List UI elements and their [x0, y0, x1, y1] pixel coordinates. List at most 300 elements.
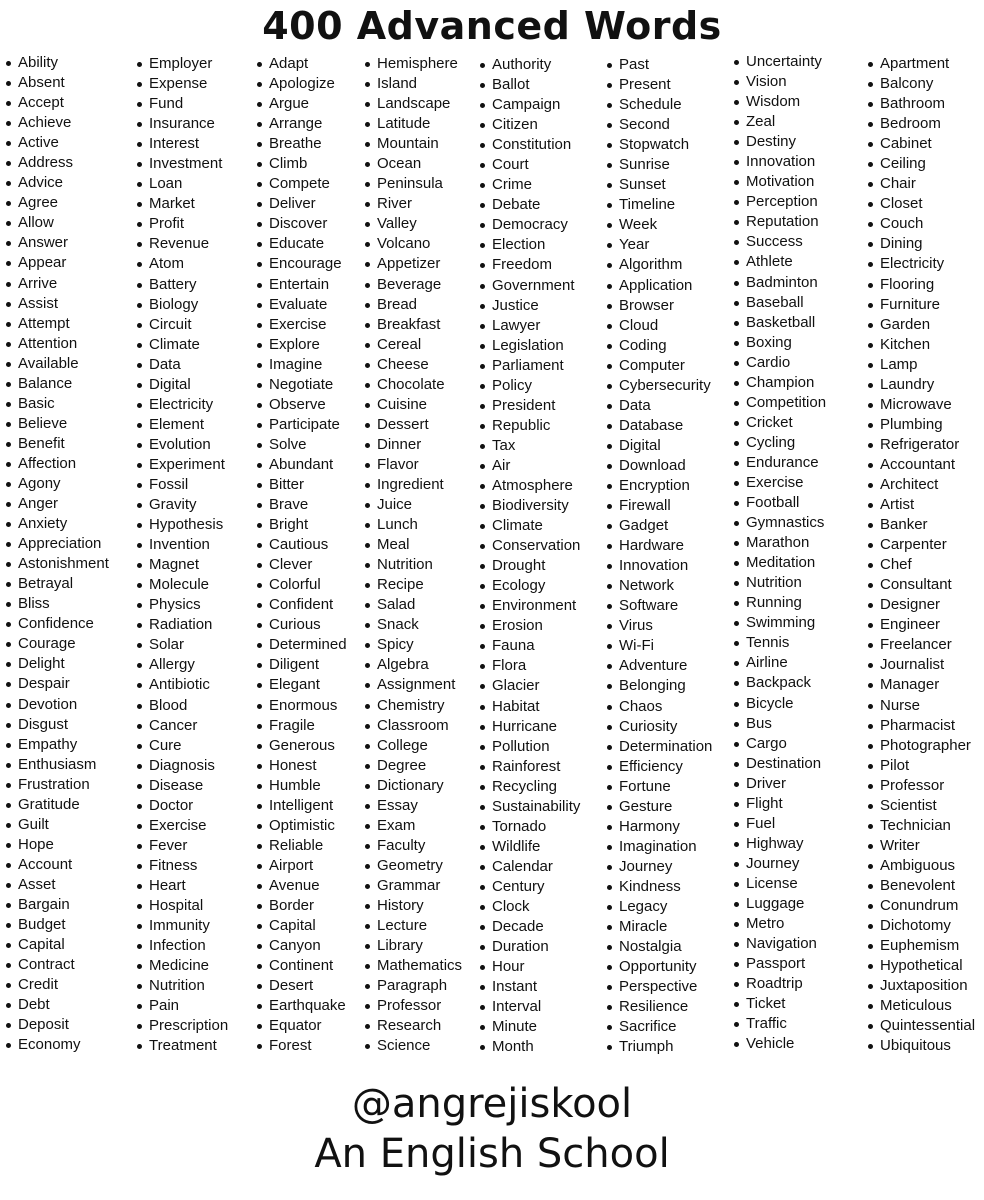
word-item: Clever — [256, 555, 347, 575]
word-item: Refrigerator — [867, 435, 975, 455]
word-item: Virus — [606, 616, 712, 636]
word-item: Nurse — [867, 696, 975, 716]
word-item: Diligent — [256, 655, 347, 675]
word-item: Basic — [5, 394, 109, 414]
word-item: Adventure — [606, 656, 712, 676]
word-item: Pain — [136, 996, 228, 1016]
word-item: Freedom — [479, 255, 580, 275]
word-item: Explore — [256, 335, 347, 355]
word-item: Address — [5, 153, 109, 173]
word-item: Hemisphere — [364, 54, 462, 74]
word-item: Perception — [733, 192, 826, 212]
word-item: Network — [606, 576, 712, 596]
word-item: Environment — [479, 596, 580, 616]
word-column-1 — [5, 53, 109, 1055]
word-item: Garden — [867, 315, 975, 335]
word-item: Intelligent — [256, 796, 347, 816]
word-item: Snack — [364, 615, 462, 635]
word-item: Advice — [5, 173, 109, 193]
word-item: Perspective — [606, 977, 712, 997]
word-item: Elegant — [256, 675, 347, 695]
word-item: Journalist — [867, 655, 975, 675]
word-item: Metro — [733, 914, 826, 934]
word-item: Meticulous — [867, 996, 975, 1016]
word-item: Evolution — [136, 435, 228, 455]
word-item: Salad — [364, 595, 462, 615]
word-item: Recipe — [364, 575, 462, 595]
word-item: Recycling — [479, 777, 580, 797]
word-item: Scientist — [867, 796, 975, 816]
word-item: Champion — [733, 373, 826, 393]
word-item: Journey — [733, 854, 826, 874]
page-title: 400 Advanced Words — [262, 4, 722, 48]
word-item: Asset — [5, 875, 109, 895]
word-item: Technician — [867, 816, 975, 836]
word-item: Prescription — [136, 1016, 228, 1036]
word-item: Resilience — [606, 997, 712, 1017]
word-item: Dinner — [364, 435, 462, 455]
word-item: Entertain — [256, 275, 347, 295]
word-item: Airport — [256, 856, 347, 876]
word-item: Encourage — [256, 254, 347, 274]
word-item: Anger — [5, 494, 109, 514]
word-item: Lunch — [364, 515, 462, 535]
word-item: Medicine — [136, 956, 228, 976]
word-item: Digital — [606, 436, 712, 456]
word-item: Arrive — [5, 274, 109, 294]
word-item: Insurance — [136, 114, 228, 134]
word-item: Economy — [5, 1035, 109, 1055]
word-item: Legacy — [606, 897, 712, 917]
word-item: Frustration — [5, 775, 109, 795]
word-item: Microwave — [867, 395, 975, 415]
word-item: Furniture — [867, 295, 975, 315]
word-item: Bliss — [5, 594, 109, 614]
word-item: Government — [479, 276, 580, 296]
word-item: Lawyer — [479, 316, 580, 336]
word-item: Election — [479, 235, 580, 255]
word-item: Chemistry — [364, 696, 462, 716]
word-item: Nutrition — [364, 555, 462, 575]
word-item: Solar — [136, 635, 228, 655]
word-item: Innovation — [733, 152, 826, 172]
word-item: Gymnastics — [733, 513, 826, 533]
word-item: Attention — [5, 334, 109, 354]
word-item: Bargain — [5, 895, 109, 915]
word-item: Hypothetical — [867, 956, 975, 976]
word-item: Reputation — [733, 212, 826, 232]
word-item: Exercise — [256, 315, 347, 335]
word-item: Habitat — [479, 697, 580, 717]
word-item: Kitchen — [867, 335, 975, 355]
word-item: Second — [606, 115, 712, 135]
word-item: President — [479, 396, 580, 416]
word-item: Century — [479, 877, 580, 897]
word-item: Classroom — [364, 716, 462, 736]
word-item: Paragraph — [364, 976, 462, 996]
word-item: Biology — [136, 295, 228, 315]
word-item: Hospital — [136, 896, 228, 916]
word-item: Coding — [606, 336, 712, 356]
word-column-8 — [867, 54, 975, 1056]
word-item: Bedroom — [867, 114, 975, 134]
word-item: Earthquake — [256, 996, 347, 1016]
word-item: Breakfast — [364, 315, 462, 335]
word-item: Passport — [733, 954, 826, 974]
word-column-7 — [733, 52, 826, 1054]
word-item: Airline — [733, 653, 826, 673]
word-item: Constitution — [479, 135, 580, 155]
word-item: Exercise — [733, 473, 826, 493]
word-item: Solve — [256, 435, 347, 455]
word-item: Curious — [256, 615, 347, 635]
word-item: Diagnosis — [136, 756, 228, 776]
word-item: Affection — [5, 454, 109, 474]
word-item: Stopwatch — [606, 135, 712, 155]
word-item: Revenue — [136, 234, 228, 254]
word-item: Ticket — [733, 994, 826, 1014]
word-item: Interest — [136, 134, 228, 154]
word-item: Treatment — [136, 1036, 228, 1056]
word-item: Determined — [256, 635, 347, 655]
word-item: Freelancer — [867, 635, 975, 655]
word-item: Faculty — [364, 836, 462, 856]
word-item: Erosion — [479, 616, 580, 636]
word-item: Policy — [479, 376, 580, 396]
word-item: Opportunity — [606, 957, 712, 977]
word-item: Invention — [136, 535, 228, 555]
word-item: Battery — [136, 275, 228, 295]
word-column-2 — [136, 54, 228, 1056]
word-item: Grammar — [364, 876, 462, 896]
word-item: Educate — [256, 234, 347, 254]
word-item: Spicy — [364, 635, 462, 655]
word-item: Adapt — [256, 54, 347, 74]
word-item: Zeal — [733, 112, 826, 132]
word-item: Disgust — [5, 715, 109, 735]
word-item: Infection — [136, 936, 228, 956]
word-item: Cuisine — [364, 395, 462, 415]
word-item: Devotion — [5, 695, 109, 715]
word-item: Island — [364, 74, 462, 94]
word-item: Courage — [5, 634, 109, 654]
word-item: Landscape — [364, 94, 462, 114]
word-item: Journey — [606, 857, 712, 877]
footer-handle: @angrejiskool — [351, 1081, 633, 1127]
word-item: Vehicle — [733, 1034, 826, 1054]
word-item: Blood — [136, 696, 228, 716]
word-item: Data — [136, 355, 228, 375]
word-item: Week — [606, 215, 712, 235]
word-item: Honest — [256, 756, 347, 776]
word-item: Atom — [136, 254, 228, 274]
word-item: Anxiety — [5, 514, 109, 534]
word-item: Month — [479, 1037, 580, 1057]
word-item: Optimistic — [256, 816, 347, 836]
word-item: Forest — [256, 1036, 347, 1056]
word-item: Accept — [5, 93, 109, 113]
word-item: Magnet — [136, 555, 228, 575]
word-item: Latitude — [364, 114, 462, 134]
word-item: Flight — [733, 794, 826, 814]
word-item: Enormous — [256, 696, 347, 716]
word-item: Kindness — [606, 877, 712, 897]
word-item: Credit — [5, 975, 109, 995]
word-item: Lamp — [867, 355, 975, 375]
word-item: Triumph — [606, 1037, 712, 1057]
word-item: Imagination — [606, 837, 712, 857]
word-item: Citizen — [479, 115, 580, 135]
word-item: Authority — [479, 55, 580, 75]
word-item: Vision — [733, 72, 826, 92]
word-item: Contract — [5, 955, 109, 975]
word-item: Physics — [136, 595, 228, 615]
word-item: Baseball — [733, 293, 826, 313]
word-item: Bicycle — [733, 694, 826, 714]
word-item: Rainforest — [479, 757, 580, 777]
word-item: Gesture — [606, 797, 712, 817]
word-item: Fitness — [136, 856, 228, 876]
word-item: Hypothesis — [136, 515, 228, 535]
word-item: Innovation — [606, 556, 712, 576]
word-item: Immunity — [136, 916, 228, 936]
word-item: Molecule — [136, 575, 228, 595]
word-item: Flavor — [364, 455, 462, 475]
word-item: Exam — [364, 816, 462, 836]
word-item: Fortune — [606, 777, 712, 797]
word-item: Carpenter — [867, 535, 975, 555]
word-item: Minute — [479, 1017, 580, 1037]
word-item: Ingredient — [364, 475, 462, 495]
word-item: Cybersecurity — [606, 376, 712, 396]
word-item: Enthusiasm — [5, 755, 109, 775]
word-item: Manager — [867, 675, 975, 695]
word-item: Laundry — [867, 375, 975, 395]
word-item: Fund — [136, 94, 228, 114]
word-item: Volcano — [364, 234, 462, 254]
word-column-3 — [256, 54, 347, 1056]
word-item: Continent — [256, 956, 347, 976]
word-item: Mountain — [364, 134, 462, 154]
word-item: Determination — [606, 737, 712, 757]
word-item: Desert — [256, 976, 347, 996]
word-item: Legislation — [479, 336, 580, 356]
word-item: Wi-Fi — [606, 636, 712, 656]
word-item: Loan — [136, 174, 228, 194]
word-item: Reliable — [256, 836, 347, 856]
footer-school-name: An English School — [314, 1131, 670, 1177]
word-item: Capital — [256, 916, 347, 936]
word-item: Heart — [136, 876, 228, 896]
word-item: Browser — [606, 296, 712, 316]
word-item: Parliament — [479, 356, 580, 376]
word-item: Attempt — [5, 314, 109, 334]
word-item: History — [364, 896, 462, 916]
word-item: Endurance — [733, 453, 826, 473]
word-item: Appetizer — [364, 254, 462, 274]
word-item: Betrayal — [5, 574, 109, 594]
word-item: Juxtaposition — [867, 976, 975, 996]
word-item: Year — [606, 235, 712, 255]
word-item: Absent — [5, 73, 109, 93]
word-item: Sustainability — [479, 797, 580, 817]
word-item: Chocolate — [364, 375, 462, 395]
word-item: River — [364, 194, 462, 214]
word-item: Justice — [479, 296, 580, 316]
word-item: Curiosity — [606, 717, 712, 737]
word-item: Balance — [5, 374, 109, 394]
word-item: College — [364, 736, 462, 756]
word-item: Employer — [136, 54, 228, 74]
word-item: Valley — [364, 214, 462, 234]
word-item: Sunset — [606, 175, 712, 195]
word-item: Photographer — [867, 736, 975, 756]
word-item: Badminton — [733, 273, 826, 293]
word-item: Interval — [479, 997, 580, 1017]
word-item: Empathy — [5, 735, 109, 755]
word-item: Beverage — [364, 275, 462, 295]
word-item: Duration — [479, 937, 580, 957]
word-item: Humble — [256, 776, 347, 796]
word-item: Investment — [136, 154, 228, 174]
word-item: Brave — [256, 495, 347, 515]
word-item: Present — [606, 75, 712, 95]
word-item: Climate — [136, 335, 228, 355]
word-item: Assignment — [364, 675, 462, 695]
word-item: Appear — [5, 253, 109, 273]
word-item: Element — [136, 415, 228, 435]
word-item: Dichotomy — [867, 916, 975, 936]
word-item: Closet — [867, 194, 975, 214]
word-item: Believe — [5, 414, 109, 434]
word-columns — [0, 52, 984, 1062]
word-item: Colorful — [256, 575, 347, 595]
word-item: Observe — [256, 395, 347, 415]
word-column-6 — [606, 55, 712, 1057]
word-column-4 — [364, 54, 462, 1056]
word-item: Debt — [5, 995, 109, 1015]
word-item: Ballot — [479, 75, 580, 95]
word-item: Engineer — [867, 615, 975, 635]
word-item: Degree — [364, 756, 462, 776]
word-item: Athlete — [733, 252, 826, 272]
word-item: Bus — [733, 714, 826, 734]
word-item: Apologize — [256, 74, 347, 94]
word-item: Negotiate — [256, 375, 347, 395]
word-item: Budget — [5, 915, 109, 935]
word-item: Court — [479, 155, 580, 175]
word-item: Clock — [479, 897, 580, 917]
word-item: Fossil — [136, 475, 228, 495]
word-item: Assist — [5, 294, 109, 314]
word-item: Writer — [867, 836, 975, 856]
word-item: Success — [733, 232, 826, 252]
word-item: Cardio — [733, 353, 826, 373]
word-item: Climate — [479, 516, 580, 536]
word-item: Cancer — [136, 716, 228, 736]
word-item: Fuel — [733, 814, 826, 834]
word-item: Discover — [256, 214, 347, 234]
word-item: Pollution — [479, 737, 580, 757]
word-item: Professor — [364, 996, 462, 1016]
word-item: Conservation — [479, 536, 580, 556]
word-item: Fever — [136, 836, 228, 856]
word-item: Marathon — [733, 533, 826, 553]
word-item: Circuit — [136, 315, 228, 335]
word-item: Consultant — [867, 575, 975, 595]
word-column-5 — [479, 55, 580, 1057]
word-item: Motivation — [733, 172, 826, 192]
word-item: Canyon — [256, 936, 347, 956]
word-item: Active — [5, 133, 109, 153]
word-item: Pharmacist — [867, 716, 975, 736]
word-item: Dessert — [364, 415, 462, 435]
word-item: Despair — [5, 674, 109, 694]
word-item: Library — [364, 936, 462, 956]
word-item: Running — [733, 593, 826, 613]
word-item: Antibiotic — [136, 675, 228, 695]
word-item: Essay — [364, 796, 462, 816]
word-item: Firewall — [606, 496, 712, 516]
word-item: Pilot — [867, 756, 975, 776]
word-item: Drought — [479, 556, 580, 576]
word-item: Destination — [733, 754, 826, 774]
word-item: Accountant — [867, 455, 975, 475]
word-item: Belonging — [606, 676, 712, 696]
word-item: Apartment — [867, 54, 975, 74]
word-item: Participate — [256, 415, 347, 435]
word-item: Luggage — [733, 894, 826, 914]
word-item: Backpack — [733, 673, 826, 693]
word-item: Border — [256, 896, 347, 916]
word-item: Banker — [867, 515, 975, 535]
word-item: Guilt — [5, 815, 109, 835]
word-item: Climb — [256, 154, 347, 174]
word-item: Computer — [606, 356, 712, 376]
word-item: Tennis — [733, 633, 826, 653]
word-item: Hour — [479, 957, 580, 977]
word-item: Electricity — [867, 254, 975, 274]
word-item: Lecture — [364, 916, 462, 936]
word-item: Chair — [867, 174, 975, 194]
word-item: Avenue — [256, 876, 347, 896]
word-item: Couch — [867, 214, 975, 234]
word-item: Atmosphere — [479, 476, 580, 496]
word-item: Bathroom — [867, 94, 975, 114]
word-item: Electricity — [136, 395, 228, 415]
word-item: Glacier — [479, 676, 580, 696]
word-item: Deposit — [5, 1015, 109, 1035]
word-item: Deliver — [256, 194, 347, 214]
word-item: Dictionary — [364, 776, 462, 796]
word-item: Profit — [136, 214, 228, 234]
word-item: Agree — [5, 193, 109, 213]
word-item: Ceiling — [867, 154, 975, 174]
word-item: Plumbing — [867, 415, 975, 435]
word-item: Capital — [5, 935, 109, 955]
word-item: Basketball — [733, 313, 826, 333]
word-item: Quintessential — [867, 1016, 975, 1036]
word-item: Gravity — [136, 495, 228, 515]
word-item: Ecology — [479, 576, 580, 596]
word-item: Cure — [136, 736, 228, 756]
word-item: Hope — [5, 835, 109, 855]
word-item: Swimming — [733, 613, 826, 633]
word-item: Ability — [5, 53, 109, 73]
word-item: Allow — [5, 213, 109, 233]
word-item: Encryption — [606, 476, 712, 496]
word-item: Cargo — [733, 734, 826, 754]
